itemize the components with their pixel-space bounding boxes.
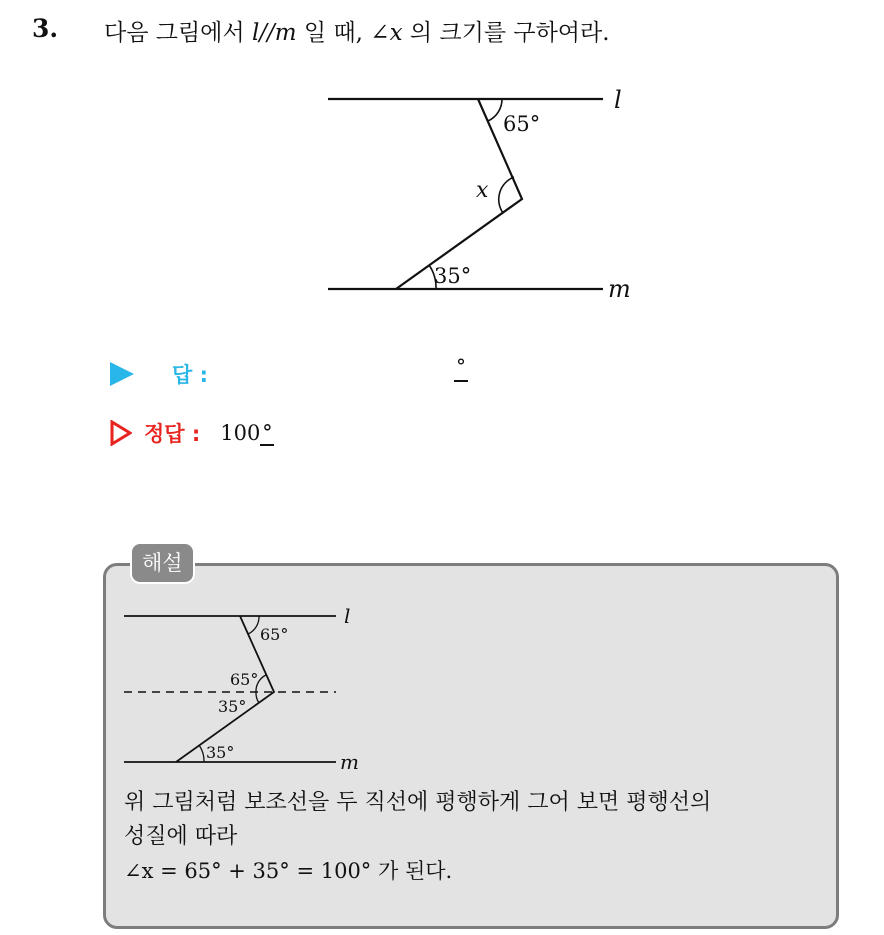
explanation-figure	[0, 590, 884, 780]
label-l: l	[614, 86, 622, 114]
answer-row	[110, 354, 466, 392]
math-angle-x: ∠x	[370, 20, 403, 46]
correct-label: 정답 :	[144, 422, 201, 446]
label-65: 65°	[503, 112, 541, 136]
correct-marker-icon	[110, 420, 132, 446]
expl-arc-top	[248, 616, 259, 634]
explanation-formula: ∠x = 65° + 35° = 100° 가 된다.	[124, 859, 453, 883]
question-text-after: 의 크기를 구하여라.	[402, 20, 610, 46]
answer-unit: °	[456, 354, 466, 378]
answer-blank[interactable]	[454, 352, 468, 382]
expl-arc-bottom	[199, 745, 204, 762]
explanation-line-2: 성질에 따라	[124, 824, 238, 849]
expl-label-65-mid: 65°	[230, 670, 259, 689]
expl-arc-mid-lower	[256, 692, 259, 703]
expl-label-l: l	[344, 604, 351, 628]
expl-label-35-bottom: 35°	[206, 743, 235, 762]
label-m: m	[608, 275, 631, 303]
correct-unit: °	[262, 420, 273, 445]
answer-marker-icon	[110, 362, 134, 386]
explanation-text	[124, 786, 834, 888]
correct-value: 100	[220, 420, 261, 445]
label-x: x	[476, 178, 489, 203]
math-parallel: l//m	[251, 20, 297, 46]
expl-label-m: m	[340, 750, 359, 774]
correct-row	[110, 415, 274, 451]
question-number: 3.	[32, 14, 59, 43]
explanation-tab: 해설	[130, 542, 195, 584]
problem-figure	[0, 0, 884, 320]
question-text-middle: 일 때,	[296, 20, 371, 46]
answer-label: 답 :	[172, 363, 208, 387]
expl-label-65-top: 65°	[260, 625, 289, 644]
expl-label-35-mid: 35°	[218, 697, 247, 716]
correct-answer	[220, 421, 274, 446]
arc-65	[488, 99, 502, 121]
question-text-before: 다음 그림에서	[104, 20, 252, 46]
explanation-line-1: 위 그림처럼 보조선을 두 직선에 평행하게 그어 보면 평행선의	[124, 790, 712, 815]
label-35: 35°	[434, 264, 472, 288]
